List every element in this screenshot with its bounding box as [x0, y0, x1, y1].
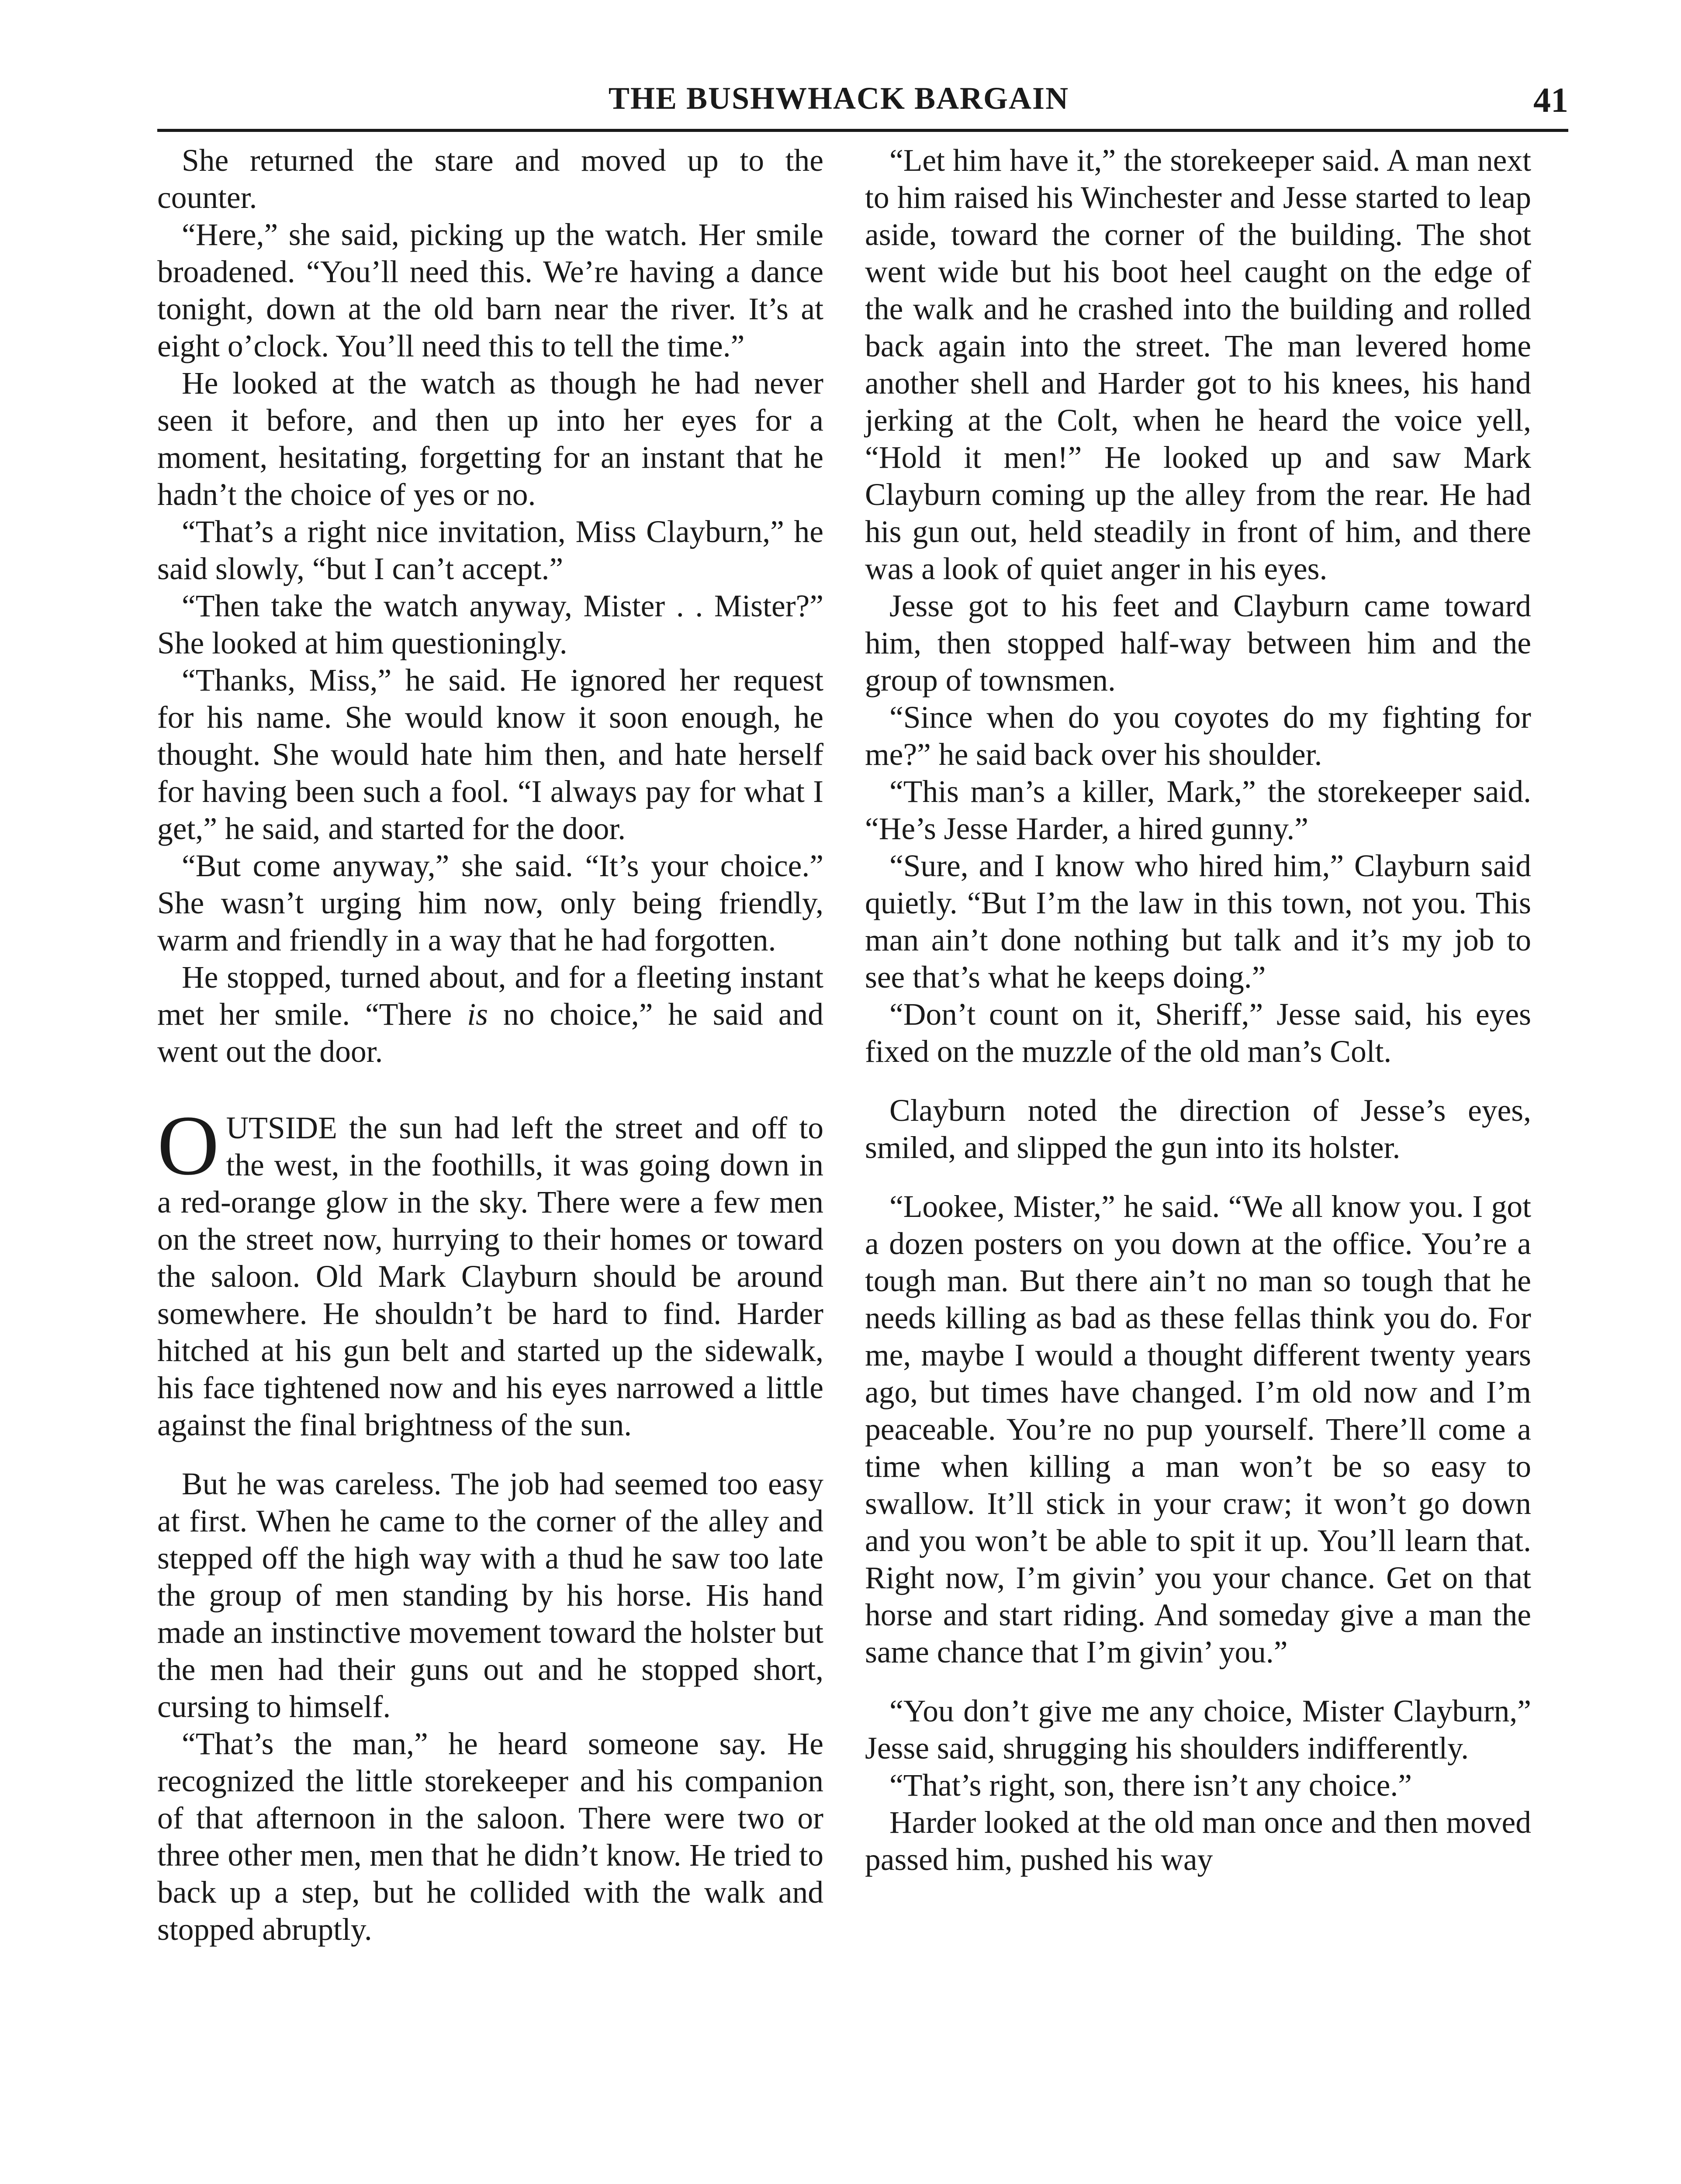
paragraph: He looked at the watch as though he had never seen it before, and then up into her eyes for a moment, hesitating, forgetting for an instant that he hadn’t the choice of yes or no. [157, 366, 823, 512]
paragraph: “But come anyway,” she said. “It’s your choice.” She wasn’t urging him now, only being friendly, warm and friendly in a way that he had forgotten. [157, 849, 823, 957]
paragraph: “You don’t give me any choice, Mister Clayburn,” Jesse said, shrugging his shoulders indifferently. [865, 1694, 1531, 1766]
paragraph: “Lookee, Mister,” he said. “We all know you. I got a dozen posters on you down at the office. You’re a tough man. But there ain’t no man so tough that he needs killing as bad as these fellas think you do. For me, maybe I would a thought different twenty years ago, but times have changed. I’m old now and I’m peaceable. You’re no pup yourself. There’ll come a time when killing a man won’t be so easy to swallow. It’ll stick in your craw; it won’t go down and you won’t be able to spit it up. You’ll learn that. Right now, I’m givin’ you your chance. Get on that horse and start riding. And someday give a man the same chance that I’m givin’ you.” [865, 1189, 1531, 1669]
paragraph: “That’s a right nice invitation, Miss Clayburn,” he said slowly, “but I can’t accept.” [157, 515, 823, 586]
page-number: 41 [1533, 81, 1568, 120]
paragraph: Harder looked at the old man once and then moved passed him, pushed his way [865, 1805, 1531, 1877]
paragraph: “This man’s a killer, Mark,” the storekeeper said. “He’s Jesse Harder, a hired gunny.” [865, 774, 1531, 846]
paragraph: She returned the stare and moved up to the counter. [157, 143, 823, 215]
italic-emphasis: is [467, 997, 488, 1032]
section-opening-paragraph [157, 1098, 823, 1444]
header-rule [157, 129, 1568, 132]
paragraph: “Let him have it,” the storekeeper said. A man next to him raised his Winchester and Jesse started to leap aside, toward the corner of the building. The shot went wide but his boot heel caught on the edge of the walk and he crashed into the building and rolled back again into the street. The man levered home another shell and Harder got to his knees, his hand jerking at the Colt, when he heard the voice yell, “Hold it men!” He looked up and saw Mark Clayburn coming up the alley from the rear. He had his gun out, held steadily in front of him, and there was a look of quiet anger in his eyes. [865, 143, 1531, 586]
paragraph: “Then take the watch anyway, Mister . . Mister?” She looked at him questioningly. [157, 589, 823, 660]
paragraph: “Here,” she said, picking up the watch. Her smile broadened. “You’ll need this. We’re having a dance tonight, down at the old barn near the river. It’s at eight o’clock. You’ll need this to tell the time.” [157, 218, 823, 363]
paragraph: “That’s the man,” he heard someone say. He recognized the little storekeeper and his companion of that afternoon in the saloon. There were two or three other men, men that he didn’t know. He tried to back up a step, but he collided with the walk and stopped abruptly. [157, 1727, 823, 1947]
paragraph: Jesse got to his feet and Clayburn came toward him, then stopped half-way between him and the group of townsmen. [865, 589, 1531, 698]
paragraph: “Don’t count on it, Sheriff,” Jesse said, his eyes fixed on the muzzle of the old man’s Colt. [865, 997, 1531, 1069]
text-span: He stopped, turned about, and for a fleeting instant met her smile. “There [157, 960, 823, 1032]
text-span: no choice,” he said and went out the door. [157, 997, 823, 1069]
paragraph [157, 959, 823, 1070]
paragraph: “Thanks, Miss,” he said. He ignored her request for his name. She would know it soon enough, he thought. She would hate him then, and hate herself for having been such a fool. “I always pay for what I get,” he said, and started for the door. [157, 663, 823, 846]
paragraph: “Sure, and I know who hired him,” Clayburn said quietly. “But I’m the law in this town, not you. This man ain’t done nothing but talk and it’s my job to see that’s what he keeps doing.” [865, 849, 1531, 995]
running-title: THE BUSHWHACK BARGAIN [608, 81, 1069, 116]
left-column [157, 142, 823, 1948]
paragraph: Clayburn noted the direction of Jesse’s eyes, smiled, and slipped the gun into its holster. [865, 1093, 1531, 1165]
paragraph: “That’s right, son, there isn’t any choice.” [889, 1768, 1412, 1803]
drop-cap: O [157, 1098, 219, 1193]
text-span: UTSIDE the sun had left the street and off to the west, in the foothills, it was going down in a red-orange glow in the sky. There were a few men on the street now, hurrying to their homes or toward the saloon. Old Mark Clayburn should be around somewhere. He shouldn’t be hard to find. Harder hitched at his gun belt and started up the sidewalk, his face tightened now and his eyes narrowed a little against the final brightness of the sun. [157, 1111, 823, 1442]
paragraph: “Since when do you coyotes do my fighting for me?” he said back over his shoulder. [865, 700, 1531, 772]
right-column [865, 142, 1531, 1878]
paragraph: But he was careless. The job had seemed too easy at first. When he came to the corner of the alley and stepped off the high way with a thud he saw too late the group of men standing by his horse. His hand made an instinctive movement toward the holster but the men had their guns out and he stopped short, cursing to himself. [157, 1467, 823, 1724]
